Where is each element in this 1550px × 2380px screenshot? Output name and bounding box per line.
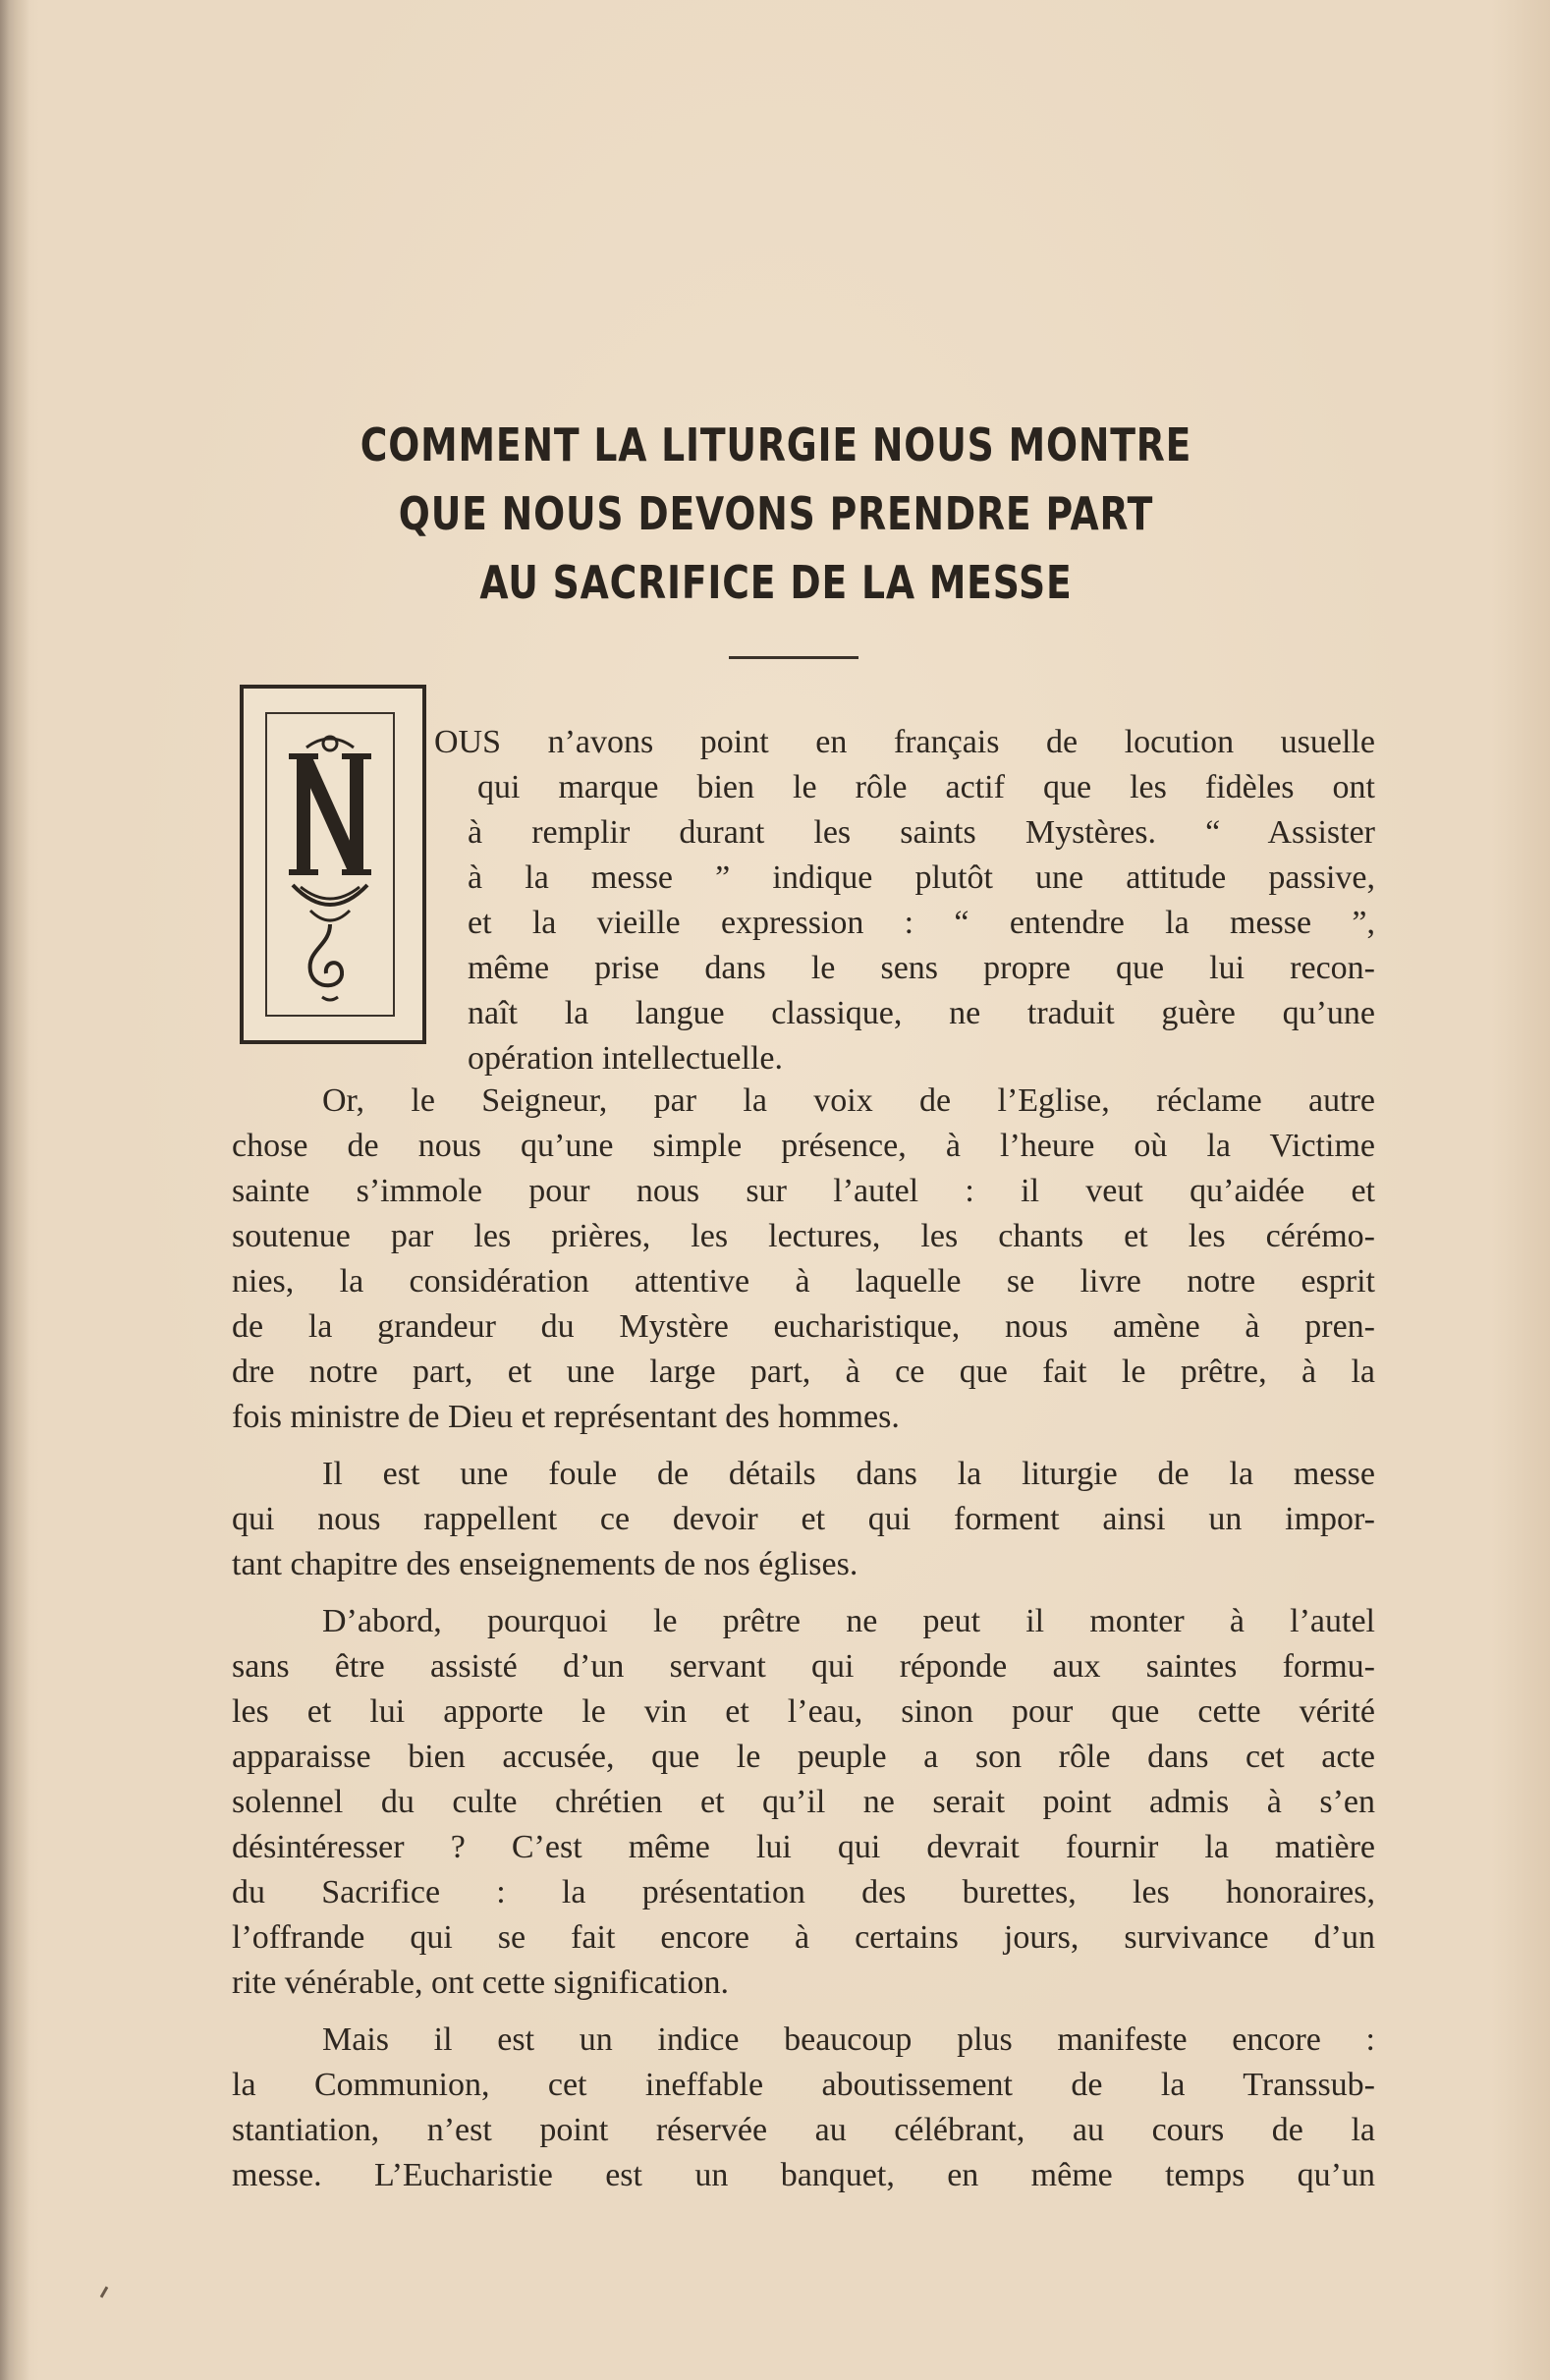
paragraph-4-line: apparaisse bien accusée, que le peuple a son rôle dans cet acte — [232, 1739, 1375, 1775]
paragraph-2-line: sainte s’immole pour nous sur l’autel : il veut qu’aidée et — [232, 1173, 1375, 1209]
paragraph-5-line: messe. L’Eucharistie est un banquet, en même temps qu’un — [232, 2157, 1375, 2193]
book-spine-shadow — [0, 0, 29, 2380]
paragraph-2-line: chose de nous qu’une simple présence, à l’heure où la Victime — [232, 1128, 1375, 1164]
page-scratch-mark — [100, 2287, 109, 2298]
paragraph-3-line: tant chapitre des enseignements de nos églises. — [232, 1546, 858, 1582]
paragraph-1-line: opération intellectuelle. — [468, 1040, 783, 1077]
paragraph-4-line: du Sacrifice : la présentation des burettes, les honoraires, — [232, 1874, 1375, 1910]
paragraph-4-line: rite vénérable, ont cette signification. — [232, 1965, 730, 2001]
paragraph-gap — [232, 1587, 1375, 1599]
paragraph-3-line: Il est une foule de détails dans la liturgie de la messe — [322, 1456, 1375, 1492]
drop-cap-frame — [240, 685, 426, 1044]
paragraph-5-line: la Communion, cet ineffable aboutissement de la Transsub- — [232, 2067, 1375, 2103]
paragraph-1-line: OUS n’avons point en français de locution usuelle — [434, 724, 1375, 760]
paragraph-2-line: fois ministre de Dieu et représentant des hommes. — [232, 1399, 900, 1435]
paragraph-4-line: les et lui apporte le vin et l’eau, sinon pour que cette vérité — [232, 1693, 1375, 1730]
paragraph-gap — [232, 1440, 1375, 1452]
paragraph-1-line: même prise dans le sens propre que lui recon- — [468, 950, 1375, 986]
title-separator-rule — [729, 656, 858, 659]
paragraph-5-line: Mais il est un indice beaucoup plus manifeste encore : — [322, 2021, 1375, 2058]
paragraph-1-line: à la messe ” indique plutôt une attitude passive, — [468, 859, 1375, 896]
chapter-title-line-1: COMMENT LA LITURGIE NOUS MONTRE — [360, 418, 1192, 471]
paragraph-4-line: sans être assisté d’un servant qui réponde aux saintes formu- — [232, 1648, 1375, 1685]
paragraph-4-line: D’abord, pourquoi le prêtre ne peut il monter à l’autel — [322, 1603, 1375, 1639]
paragraph-1-line: et la vieille expression : “ entendre la messe ”, — [468, 905, 1375, 941]
paragraph-gap — [232, 2006, 1375, 2018]
ornate-n-icon — [267, 714, 393, 1015]
paragraph-4-line: désintéresser ? C’est même lui qui devrait fournir la matière — [232, 1829, 1375, 1865]
paragraph-1-line: naît la langue classique, ne traduit guère qu’une — [468, 995, 1375, 1031]
body-text — [232, 1079, 1375, 2198]
chapter-title-line-2: QUE NOUS DEVONS PRENDRE PART — [398, 487, 1154, 540]
paragraph-2-line: soutenue par les prières, les lectures, les chants et les cérémo- — [232, 1218, 1375, 1254]
paragraph-5-line: stantiation, n’est point réservée au célébrant, au cours de la — [232, 2112, 1375, 2148]
chapter-title — [333, 411, 1219, 617]
paragraph-3-line: qui nous rappellent ce devoir et qui forment ainsi un impor- — [232, 1501, 1375, 1537]
paragraph-2-line: nies, la considération attentive à laquelle se livre notre esprit — [232, 1263, 1375, 1300]
drop-cap-inner-frame — [265, 712, 395, 1017]
paragraph-4-line: solennel du culte chrétien et qu’il ne serait point admis à s’en — [232, 1784, 1375, 1820]
chapter-title-line-3: AU SACRIFICE DE LA MESSE — [479, 556, 1073, 609]
paragraph-1-line: qui marque bien le rôle actif que les fidèles ont — [477, 769, 1375, 805]
paragraph-2-line: de la grandeur du Mystère eucharistique, nous amène à pren- — [232, 1308, 1375, 1345]
paragraph-2-line: dre notre part, et une large part, à ce que fait le prêtre, à la — [232, 1354, 1375, 1390]
paragraph-1-line: à remplir durant les saints Mystères. “ Assister — [468, 814, 1375, 851]
paragraph-4-line: l’offrande qui se fait encore à certains jours, survivance d’un — [232, 1919, 1375, 1956]
paragraph-2-line: Or, le Seigneur, par la voix de l’Eglise, réclame autre — [322, 1082, 1375, 1119]
paragraph-1 — [434, 720, 1375, 1081]
